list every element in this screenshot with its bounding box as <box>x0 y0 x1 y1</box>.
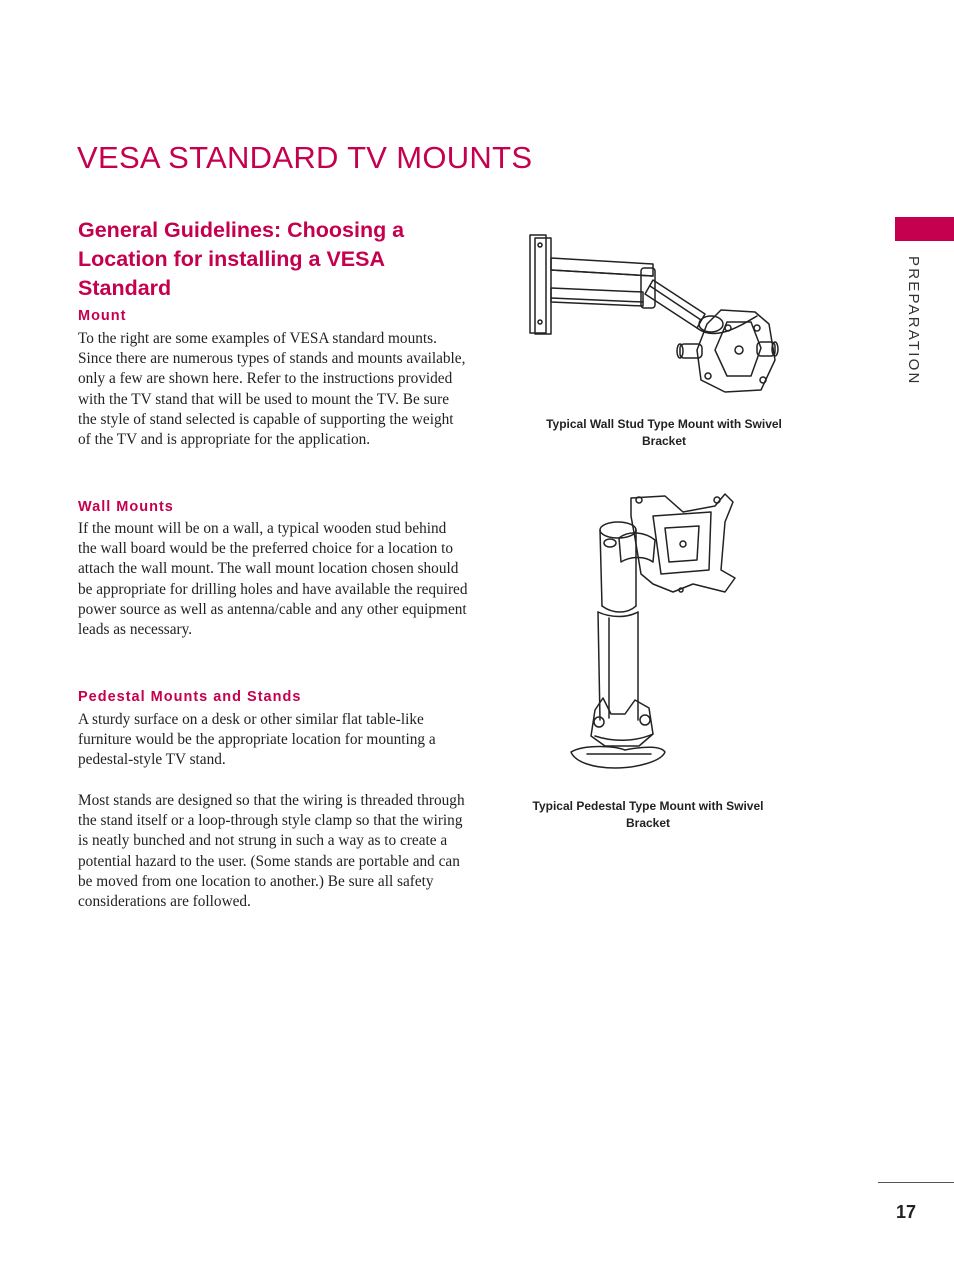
wall-mounts-paragraph: If the mount will be on a wall, a typical wooden stud behind the wall board would be the preferred choice for a location to attach the wall mount. The wall mount location chosen should be appropriate for drilling holes and have available the required power source as well as antenna/cable and any other equipment leads as necessary. <box>78 520 468 639</box>
pedestal-heading: Pedestal Mounts and Stands <box>78 689 302 705</box>
page-title: VESA STANDARD TV MOUNTS <box>77 140 533 175</box>
pedestal-paragraph-1: A sturdy surface on a desk or other similar flat table-like furniture would be the appropriate location for mounting a pedestal-style TV stand. <box>78 711 436 769</box>
pedestal-mount-illustration <box>565 488 745 778</box>
wall-mounts-heading: Wall Mounts <box>78 499 174 515</box>
wall-mount-illustration <box>525 230 785 402</box>
section-heading: General Guidelines: Choosing a Location for installing a VESA Standard <box>78 218 405 300</box>
wall-mount-caption: Typical Wall Stud Type Mount with Swivel Bracket <box>546 417 782 448</box>
section-tab-label: PREPARATION <box>905 256 922 386</box>
pedestal-mount-caption: Typical Pedestal Type Mount with Swivel Bracket <box>532 799 764 830</box>
mount-paragraph: To the right are some examples of VESA standard mounts. Since there are numerous types of stands and mounts available, only a few are shown here. Refer to the instructions provided with the TV stand that will be used to mount the TV. Be sure the style of stand selected is capable of supporting the weight of the TV and is appropriate for the application. <box>78 330 466 449</box>
page-number-rule <box>878 1182 954 1183</box>
page-number: 17 <box>896 1202 917 1222</box>
pedestal-paragraph-2: Most stands are designed so that the wiring is threaded through the stand itself or a loop-through style clamp so that the wiring is neatly bunched and not strung in such a way as to create a potential hazard to the user. (Some stands are portable and can be moved from one location to another.) Be sure all safety considerations are followed. <box>78 792 465 911</box>
mount-heading: Mount <box>78 308 127 324</box>
section-tab-marker <box>895 217 954 241</box>
